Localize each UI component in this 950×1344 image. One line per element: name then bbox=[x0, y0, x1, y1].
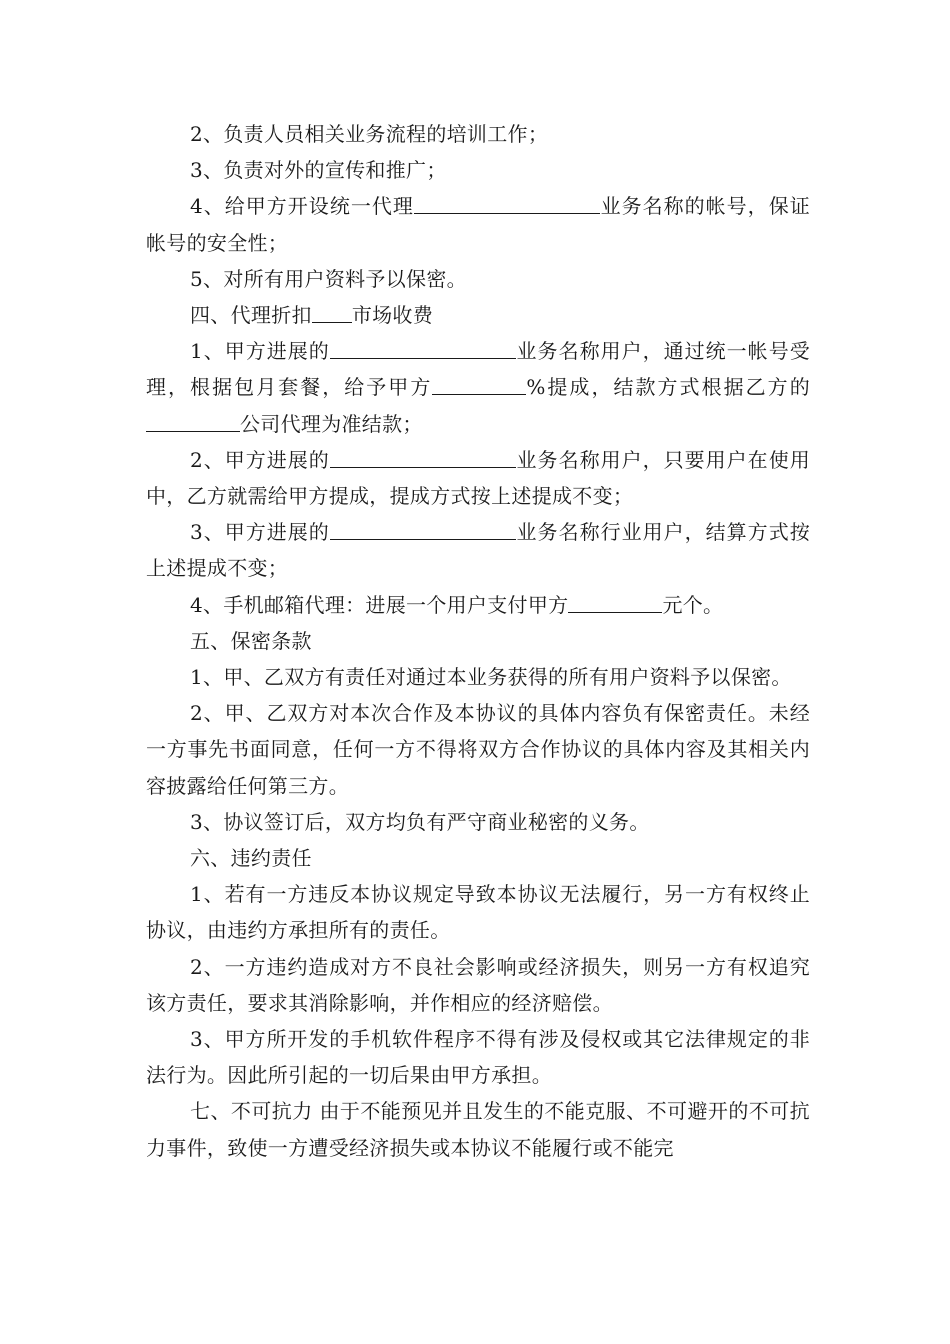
paragraph-text: 2、甲方进展的 bbox=[190, 447, 330, 472]
section-heading-breach bbox=[146, 840, 810, 876]
paragraph-breach-1 bbox=[146, 876, 810, 948]
paragraph-text: 元个。 bbox=[662, 592, 724, 617]
paragraph-text: 3、负责对外的宣传和推广； bbox=[190, 158, 447, 183]
paragraph-duty-4 bbox=[146, 188, 810, 260]
paragraph-duty-2 bbox=[146, 116, 810, 152]
heading-text: 市场收费 bbox=[351, 303, 434, 328]
paragraph-text: 2、一方违约造成对方不良社会影响或经济损失，则另一方有权追究该方责任，要求其消除影响，并作相应的经济赔偿。 bbox=[146, 954, 810, 1015]
paragraph-text: 4、给甲方开设统一代理 bbox=[190, 194, 414, 219]
section-heading-discount bbox=[146, 297, 810, 333]
fill-blank[interactable] bbox=[432, 374, 526, 395]
heading-text: 五、保密条款 bbox=[190, 628, 312, 653]
paragraph-breach-2 bbox=[146, 949, 810, 1021]
paragraph-confidentiality-3 bbox=[146, 804, 810, 840]
fill-blank[interactable] bbox=[330, 338, 516, 359]
paragraph-text: 业务名称用户，只要用户在使用中，乙方就需给甲方提成，提成方式按上述提成不变； bbox=[146, 447, 811, 509]
paragraph-text: 4、手机邮箱代理：进展一个用户支付甲方 bbox=[190, 592, 569, 617]
paragraph-text: 2、甲、乙双方对本次合作及本协议的具体内容负有保密责任。未经一方事先书面同意，任何一方不得将双方合作协议的具体内容及其相关内容披露给任何第三方。 bbox=[146, 701, 810, 798]
paragraph-confidentiality-2 bbox=[146, 695, 810, 804]
fill-blank[interactable] bbox=[330, 519, 516, 540]
paragraph-confidentiality-1 bbox=[146, 659, 810, 695]
paragraph-text: 公司代理为准结款； bbox=[240, 411, 423, 436]
paragraph-text: 3、甲方所开发的手机软件程序不得有涉及侵权或其它法律规定的非法行为。因此所引起的一切后果由甲方承担。 bbox=[146, 1027, 810, 1088]
paragraph-duty-3 bbox=[146, 152, 810, 188]
fill-blank[interactable] bbox=[568, 592, 662, 613]
paragraph-text: 业务名称行业用户，结算方式按上述提成不变； bbox=[146, 520, 811, 581]
paragraph-text: 1、若有一方违反本协议规定导致本协议无法履行，另一方有权终止协议，由违约方承担所有的责任。 bbox=[146, 882, 810, 943]
paragraph-discount-1 bbox=[146, 333, 810, 442]
paragraph-discount-4 bbox=[146, 587, 810, 623]
paragraph-text: 七、不可抗力 由于不能预见并且发生的不能克服、不可避开的不可抗力事件，致使一方遭受经济损失或本协议不能履行或不能完 bbox=[146, 1099, 810, 1160]
paragraph-text: 业务名称用户，通过统一帐号受理，根据包月套餐，给予甲方 bbox=[146, 339, 811, 400]
paragraph-breach-3 bbox=[146, 1021, 810, 1093]
heading-text: 四、代理折扣 bbox=[190, 303, 312, 328]
fill-blank[interactable] bbox=[330, 447, 516, 468]
paragraph-text: 3、协议签订后，双方均负有严守商业秘密的义务。 bbox=[190, 809, 650, 834]
paragraph-text: 1、甲、乙双方有责任对通过本业务获得的所有用户资料予以保密。 bbox=[190, 665, 792, 690]
paragraph-duty-5 bbox=[146, 261, 810, 297]
section-heading-confidentiality bbox=[146, 623, 810, 659]
document-body bbox=[146, 116, 810, 1166]
fill-blank[interactable] bbox=[312, 302, 352, 323]
paragraph-discount-2 bbox=[146, 442, 810, 514]
paragraph-text: 3、甲方进展的 bbox=[190, 520, 330, 545]
paragraph-discount-3 bbox=[146, 514, 810, 586]
fill-blank[interactable] bbox=[146, 411, 240, 432]
paragraph-text: %提成，结款方式根据乙方的 bbox=[526, 375, 810, 400]
paragraph-text: 5、对所有用户资料予以保密。 bbox=[190, 266, 467, 291]
heading-text: 六、违约责任 bbox=[190, 846, 312, 871]
section-force-majeure bbox=[146, 1093, 810, 1165]
paragraph-text: 2、负责人员相关业务流程的培训工作； bbox=[190, 122, 549, 146]
fill-blank[interactable] bbox=[414, 193, 600, 214]
paragraph-text: 业务名称的帐号，保证帐号的安全性； bbox=[146, 194, 811, 255]
paragraph-text: 1、甲方进展的 bbox=[190, 339, 330, 364]
